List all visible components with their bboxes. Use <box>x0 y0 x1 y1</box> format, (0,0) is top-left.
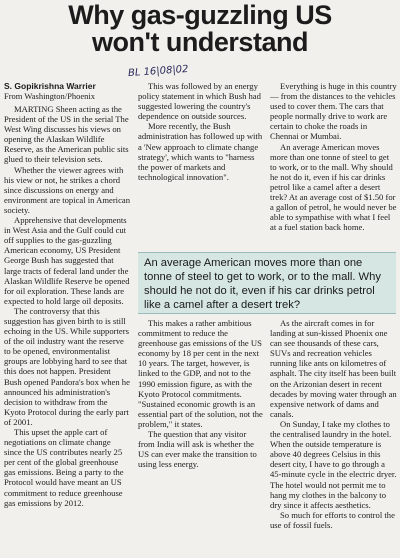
paragraph: MARTING Sheen acting as the President of the US in the serial The West Wing discusses his views on opening the Alaskan Wildlife Reserve, as the American public sits glued to their television sets. <box>4 104 129 165</box>
paragraph: As the aircraft comes in for landing at sun-kissed Phoenix one can see thousands of these cars, SUVs and recreation vehicles running like ants on kilometres of asphalt. The city itself has been built on the Arizonian desert in recent decades by moving water through an expensive network of dams and canals. <box>270 318 397 419</box>
paragraph: This makes a rather ambitious commitment to reduce the greenhouse gas emissions of the US economy by 18 per cent in the next 10 years. The target, however, is linked to the GDP, and not to the 1990 emission figure, as with the Kyoto Protocol commitments. "Sustained economic growth is an essential part of the solution, not the problem," it states. <box>138 318 263 429</box>
column-3-bottom <box>270 318 397 556</box>
headline-line-1: Why gas-guzzling US <box>68 0 332 30</box>
column-2-top <box>138 81 264 251</box>
paragraph: The controversy that this suggestion has given birth to is still echoing in the US. While supporters of the oil industry want the reserve to be opened, environmentalist groups are lobbying hard to see that this does not happen. President Bush opened Pandora's box when he announced his administration's decision to withdraw from the Kyoto Protocol during the early part of 2001. <box>4 305 130 427</box>
headline <box>0 2 400 56</box>
handwritten-date: BL 16|08|02 <box>127 63 189 80</box>
paragraph: On Sunday, I take my clothes to the centralised laundry in the hotel. When the outside temperature is above 40 degrees Celsius in this desert city, I have to go through a 45-minute cycle in the electric dryer. The hotel would not permit me to hang my clothes in the balcony to dry since it affects aesthetics. <box>270 418 397 510</box>
paragraph: So much for efforts to control the use of fossil fuels. <box>270 509 395 530</box>
author-name: S. Gopikrishna Warrier <box>4 81 96 91</box>
column-1 <box>4 104 130 556</box>
pull-quote: An average American moves more than one tonne of steel to get to work, or to the mall. Why should he not do it, even if his car drinks petrol like a camel after a desert trek? <box>138 252 396 314</box>
paragraph: An average American moves more than one tonne of steel to get to work, or to the mall. Why should he not do it, even if his car drinks petrol like a camel after a desert trek? At an average cost of $1.50 for a gallon of petrol, he would never be able to sympathise with what I feel at a fuel station back home. <box>270 141 397 233</box>
paragraph: Apprehensive that developments in West Asia and the Gulf could cut off supplies to the gas-guzzling American economy, US President George Bush has suggested that large tracts of federal land under the Alaskan Wildlife Reserve be opened for oil exploration. These lands are expected to hold large oil deposits. <box>4 215 130 306</box>
headline-line-2: won't understand <box>92 27 308 57</box>
column-3-top <box>270 81 397 251</box>
paragraph: This upset the apple cart of negotiations on climate change since the US contributes nearly 25 per cent of the global greenhouse gas emissions. Being a party to the Protocol would have meant an US commitment to reduce greenhouse gas emissions by 2012. <box>4 427 124 508</box>
paragraph: This was followed by an energy policy statement in which Bush had suggested lowering the country's dependence on outside sources. <box>138 81 261 122</box>
column-2-bottom <box>138 318 264 556</box>
paragraph: Whether the viewer agrees with his view or not, he strikes a chord since discussions on energy and environment are topical in American society. <box>4 164 130 215</box>
paragraph: Everything is huge in this country — from the distances to the vehicles used to cover them. The cars that people normally drive to work are certain to choke the roads in Chennai or Mumbai. <box>270 81 397 142</box>
paragraph: More recently, the Bush administration has followed up with a 'New approach to climate change strategy', which wants to "harness the power of markets and technological innovation". <box>138 121 263 182</box>
byline <box>4 81 96 101</box>
dateline: From Washington/Phoenix <box>4 91 96 101</box>
paragraph: The question that any visitor from India will ask is whether the US can ever make the transition to using less energy. <box>138 429 257 470</box>
